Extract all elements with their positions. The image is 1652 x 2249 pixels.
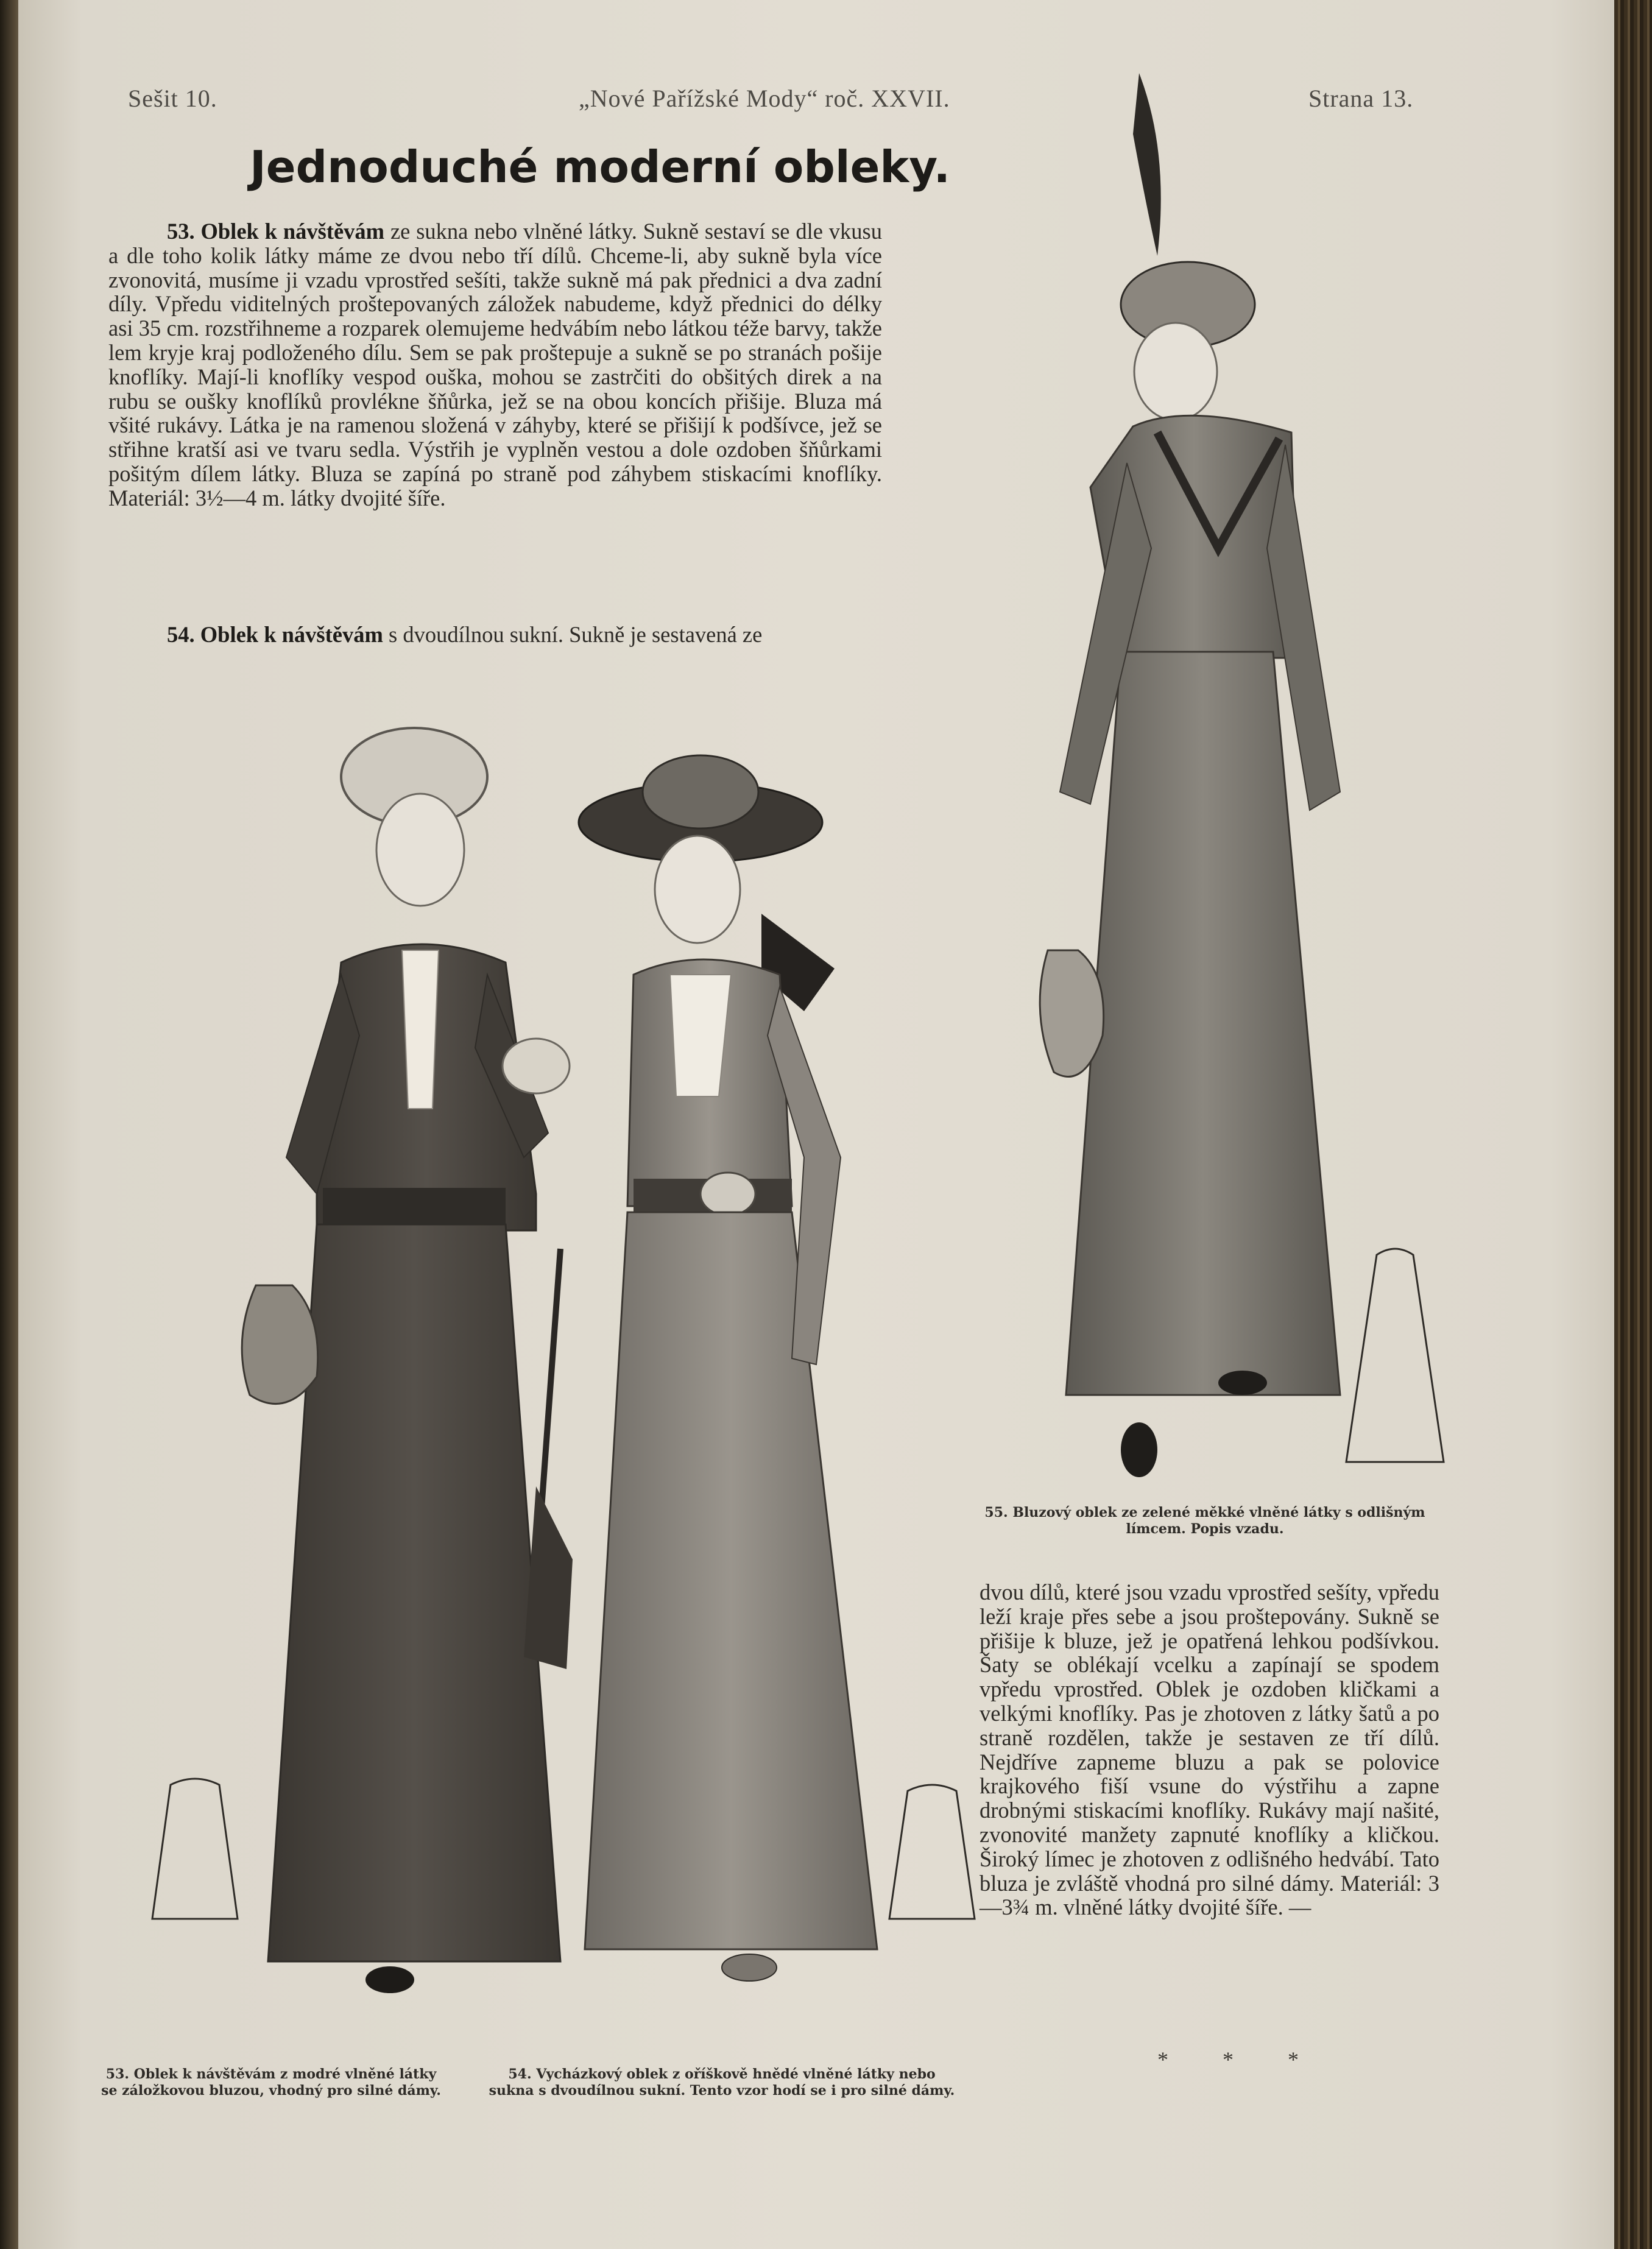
figure-54-umbrella	[524, 1486, 573, 1669]
figure-53-handbag	[242, 1285, 318, 1404]
back-view-54	[889, 1785, 975, 1919]
header-page-number: Strana 13.	[1308, 85, 1414, 112]
header-issue: Sešit 10.	[128, 85, 217, 112]
back-view-53	[152, 1779, 238, 1919]
figure-55-face	[1134, 323, 1217, 420]
figure-53-belt	[323, 1188, 506, 1224]
paragraph-53-lead: 53. Oblek k návštěvám	[167, 219, 385, 244]
figure-53-flowers	[503, 1039, 570, 1093]
caption-53: 53. Oblek k návštěvám z modré vlněné látky se záložkovou bluzou, vhodný pro silné dámy.	[101, 2066, 441, 2099]
page-title: Jednoduché moderní obleky.	[250, 141, 950, 192]
figure-53-face	[376, 794, 464, 906]
figure-54-skirt	[585, 1212, 877, 1949]
section-stars: * * *	[1157, 2047, 1323, 2072]
figure-55-skirt	[1066, 652, 1340, 1395]
figure-53-illustration	[242, 728, 570, 1993]
figure-55-handbag	[1040, 950, 1104, 1077]
figure-55-illustration	[1040, 73, 1340, 1477]
paragraph-54-continued: dvou dílů, které jsou vzadu vprostřed sešíty, vpředu leží kraje přes sebe a jsou proštepovány. Sukně se přišije k bluze, jež je opatřená lehkou podšívkou. Šaty se oblékají vcelku a zapínají se spodem vpředu vprostřed. Oblek je ozdoben kličkami a velkými knoflíky. Pas je zhotoven z látky šatů a po straně rozdělen, takže je sestaven ze tří dílů. Nejdříve zapneme bluzu a pak se polovice krajkového fiší vsune do výstřihu a zapne drobnými stiskacími knoflíky. Rukávy mají našité, zvonovité manžety zapnuté knoflíky a kličkou. Široký límec je zhotoven z odlišného hedvábí. Tato bluza je zvláště vhodná pro silné dámy. Materiál: 3—3¾ m. vlněné látky dvojité šíře. —	[980, 1580, 1439, 1920]
figure-54-shoe	[722, 1954, 777, 1981]
figure-54-hat-crown	[643, 755, 758, 828]
figure-53-shoe	[365, 1966, 414, 1993]
figure-55-feather	[1133, 73, 1161, 256]
caption-54: 54. Vycházkový oblek z oříškově hnědé vlněné látky nebo sukna s dvoudílnou sukní. Tento vzor hodí se i pro silné dámy.	[489, 2066, 955, 2099]
caption-55: 55. Bluzový oblek ze zelené měkké vlněné látky s odlišným límcem. Popis vzadu.	[984, 1505, 1425, 1537]
figure-53-vest	[402, 950, 439, 1109]
figure-55-shoe-right	[1218, 1371, 1267, 1395]
paragraph-53-text: ze sukna nebo vlněné látky. Sukně sestaví se dle vkusu a dle toho kolik látky máme ze dvou nebo tří dílů. Chceme-li, aby sukně byla více zvonovitá, musíme ji vzadu vprostřed sešíti, takže sukně má pak přednici a dva zadní díly. Vpředu viditelných proštepovaných záložek nabudeme, když přednici do délky asi 35 cm. rozstřihneme a rozparek olemujeme hedvábím nebo látkou téže barvy, takže lem kryje kraj podloženého dílu. Sem se pak proštepuje a sukně se po stranách pošije knoflíky. Mají-li knoflíky vespod ouška, mohou se zastrčiti do obšitých direk a na rubu se oušky knoflíků provlékne šňůrka, jež se na obou koncích přišije. Bluza má všité rukávy. Látka je na ramenou složená v záhyby, které se přišijí k podšívce, jež se střihne kratší asi ve tvaru sedla. Výstřih je vyplněn vestou a dole ozdoben šňůrkami pošitým dílem látky. Bluza se zapíná po straně pod záhybem stiskacími knoflíky. Materiál: 3½—4 m. látky dvojité šíře.	[108, 219, 882, 510]
paragraph-54-lead: 54. Oblek k návštěvám	[167, 622, 383, 647]
figure-54-illustration	[524, 755, 877, 1981]
figure-54-rose	[701, 1173, 755, 1215]
paragraph-54-text: s dvoudílnou sukní. Sukně je sestavená ze	[383, 622, 763, 647]
back-view-55	[1346, 1249, 1444, 1462]
header-magazine: „Nové Pařížské Mody“ roč. XXVII.	[579, 85, 950, 112]
figure-54-face	[655, 836, 740, 943]
figure-55-shoe-left	[1121, 1422, 1157, 1477]
